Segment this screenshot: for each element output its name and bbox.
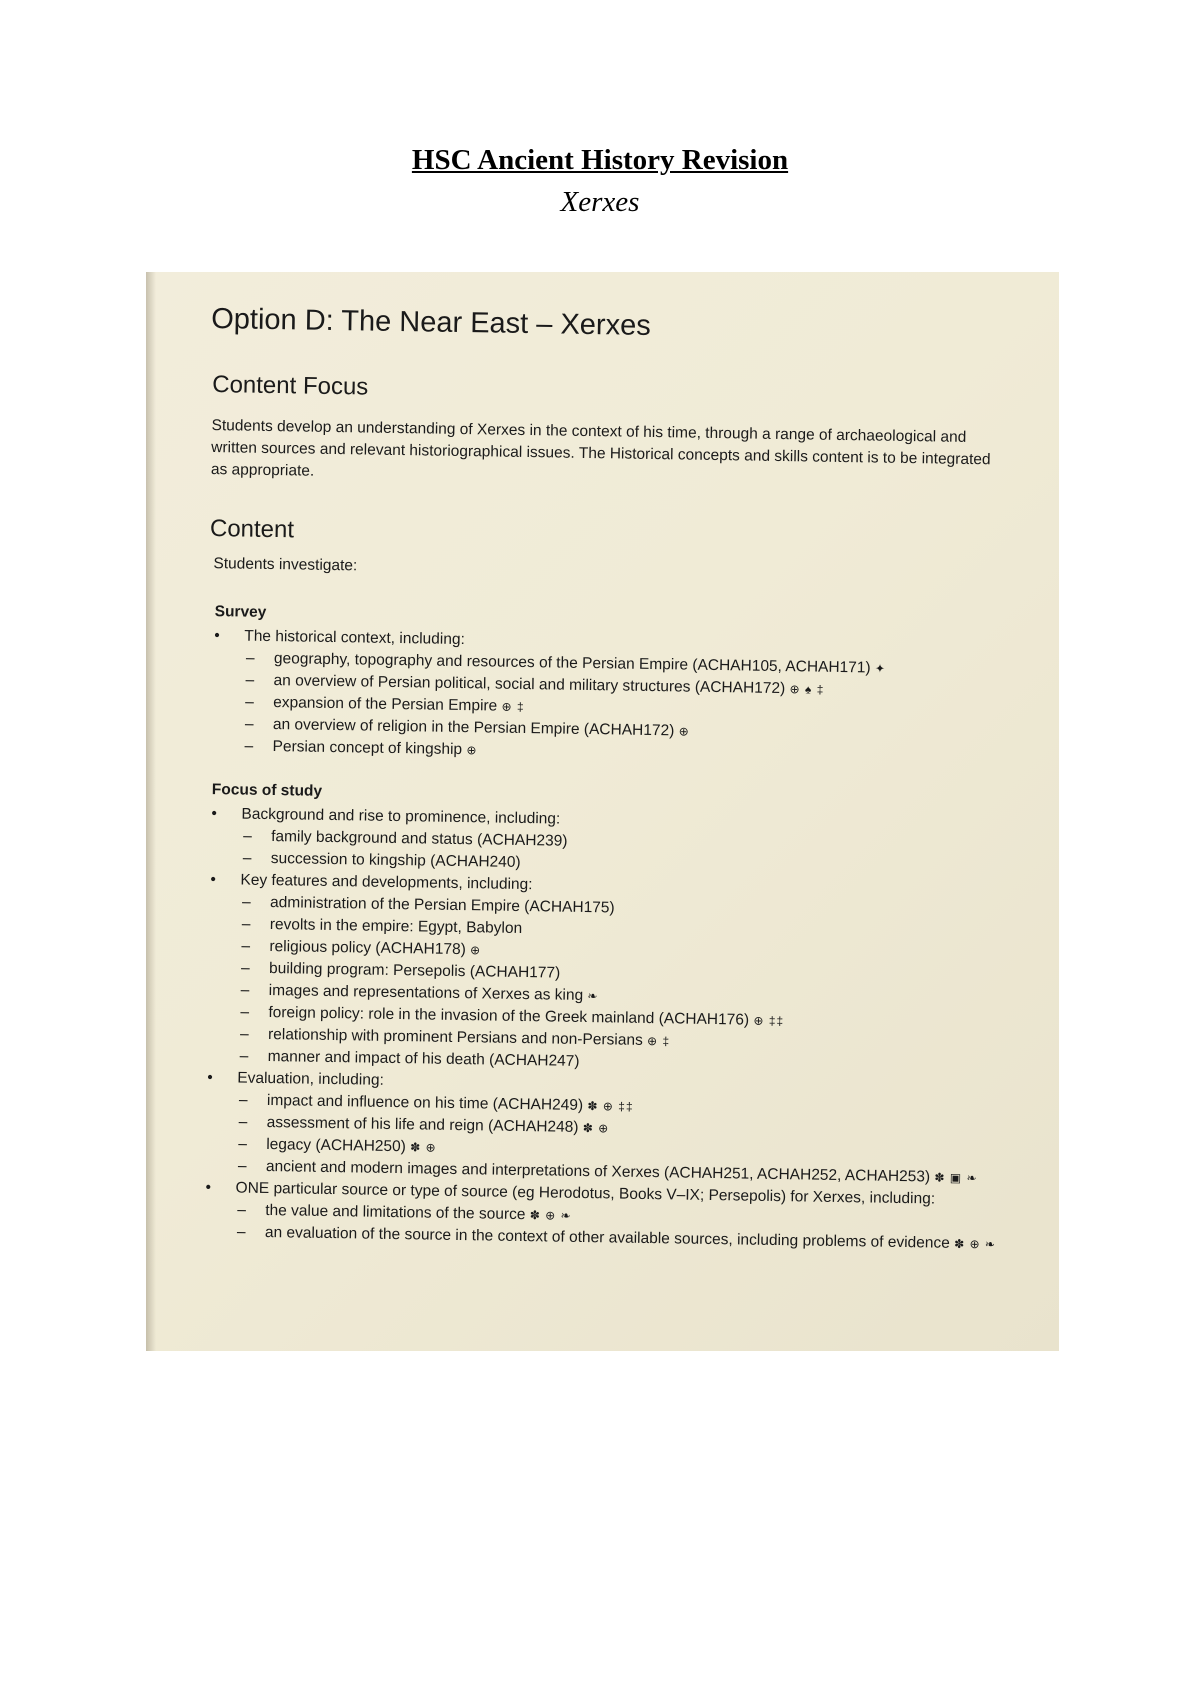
focus-bullet-text: Key features and developments, including: <box>240 871 533 894</box>
list-item-text: impact and influence on his time (ACHAH249) <box>266 1092 584 1114</box>
survey-list <box>212 625 1014 770</box>
list-item-text: building program: Persepolis (ACHAH177) <box>268 960 561 982</box>
list-item-text: images and representations of Xerxes as king <box>268 982 584 1004</box>
students-investigate: Students investigate: <box>213 555 358 575</box>
survey-subitems <box>242 648 1014 770</box>
focus-bullet-text: Evaluation, including: <box>237 1069 384 1089</box>
survey-bullet-text: The historical context, including: <box>244 627 465 649</box>
syllabus-icons: ✽ ⊕ <box>582 1120 610 1136</box>
content-focus-text: Students develop an understanding of Xerxes in the context of his time, through a range of archaeological and written sources and relevant historiographical issues. The Historical concepts and skills content is to be integrated as appropriate. <box>210 417 991 480</box>
option-heading: Option D: The Near East – Xerxes <box>211 303 651 342</box>
syllabus-icons: ⊕ ‡ <box>646 1033 671 1049</box>
list-item-text: assessment of his life and reign (ACHAH248) <box>266 1114 579 1136</box>
list-item-text: foreign policy: role in the invasion of the Greek mainland (ACHAH176) <box>268 1004 750 1029</box>
content-focus-heading: Content Focus <box>212 371 369 401</box>
syllabus-icons: ⊕ ‡‡ <box>753 1013 785 1029</box>
list-item-text: ancient and modern images and interpretations of Xerxes (ACHAH251, ACHAH252, ACHAH253) <box>265 1157 931 1186</box>
list-item-text: succession to kingship (ACHAH240) <box>270 850 521 871</box>
list-item-text: Persian concept of kingship <box>272 738 463 759</box>
syllabus-icons: ✽ ⊕ ❧ <box>529 1208 572 1223</box>
list-item-text: relationship with prominent Persians and non-Persians <box>267 1026 643 1049</box>
globe-icon: ⊕ <box>678 724 690 739</box>
focus-subitems <box>238 892 1011 1080</box>
syllabus-icons: ✽ ⊕ ❧ <box>954 1236 997 1252</box>
survey-bullet <box>212 625 1014 770</box>
syllabus-icons: ⊕ ‡ <box>501 699 525 714</box>
focus-subitems <box>235 1200 1006 1256</box>
syllabus-icons: ⊕ ♠ ‡ <box>789 682 825 697</box>
list-item-text: legacy (ACHAH250) <box>266 1135 406 1156</box>
syllabus-icons: ✽ ⊕ ‡‡ <box>587 1099 634 1114</box>
focus-list <box>205 803 1012 1256</box>
globe-icon: ⊕ <box>466 743 478 758</box>
focus-heading: Focus of study <box>211 781 323 800</box>
list-item-text: religious policy (ACHAH178) <box>269 938 466 959</box>
syllabus-photo <box>146 272 1059 1351</box>
document-title: HSC Ancient History Revision <box>411 144 789 176</box>
list-item-text: the value and limitations of the source <box>265 1201 526 1224</box>
document-subtitle: Xerxes <box>560 186 640 218</box>
globe-icon: ⊕ <box>470 943 482 958</box>
list-item-text: administration of the Persian Empire (ACHAH175) <box>269 894 615 917</box>
focus-bullet <box>206 1067 1008 1190</box>
syllabus-icons: ✽ ⊕ <box>410 1140 437 1155</box>
hands-icon: ❧ <box>587 989 599 1004</box>
focus-bullet <box>208 869 1011 1080</box>
focus-bullet <box>211 803 1012 882</box>
topographic-icon: ✦ <box>874 661 887 676</box>
list-item-text: an overview of Persian political, social and military structures (ACHAH172) <box>273 672 786 698</box>
list-item-text: expansion of the Persian Empire <box>273 694 498 715</box>
focus-bullet-text: Background and rise to prominence, including: <box>241 805 561 828</box>
survey-heading: Survey <box>214 603 267 621</box>
focus-bullet-text: ONE particular source or type of source (eg Herodotus, Books V–IX; Persepolis) for Xerxes, including: <box>235 1179 936 1208</box>
list-item-text: an overview of religion in the Persian Empire (ACHAH172) <box>272 716 675 740</box>
syllabus-page <box>146 272 1059 1351</box>
list-item-text: geography, topography and resources of the Persian Empire (ACHAH105, ACHAH171) <box>273 650 871 677</box>
list-item-text: an evaluation of the source in the context of other available sources, including problems of evidence <box>264 1223 950 1252</box>
list-item-text: family background and status (ACHAH239) <box>271 828 568 850</box>
focus-bullet <box>205 1177 1006 1256</box>
content-heading: Content <box>209 515 295 544</box>
syllabus-icons: ✽ ▣ ❧ <box>934 1170 978 1186</box>
list-item-text: revolts in the empire: Egypt, Babylon <box>269 916 523 937</box>
list-item-text: manner and impact of his death (ACHAH247) <box>267 1048 580 1070</box>
focus-subitems <box>236 1090 1007 1190</box>
